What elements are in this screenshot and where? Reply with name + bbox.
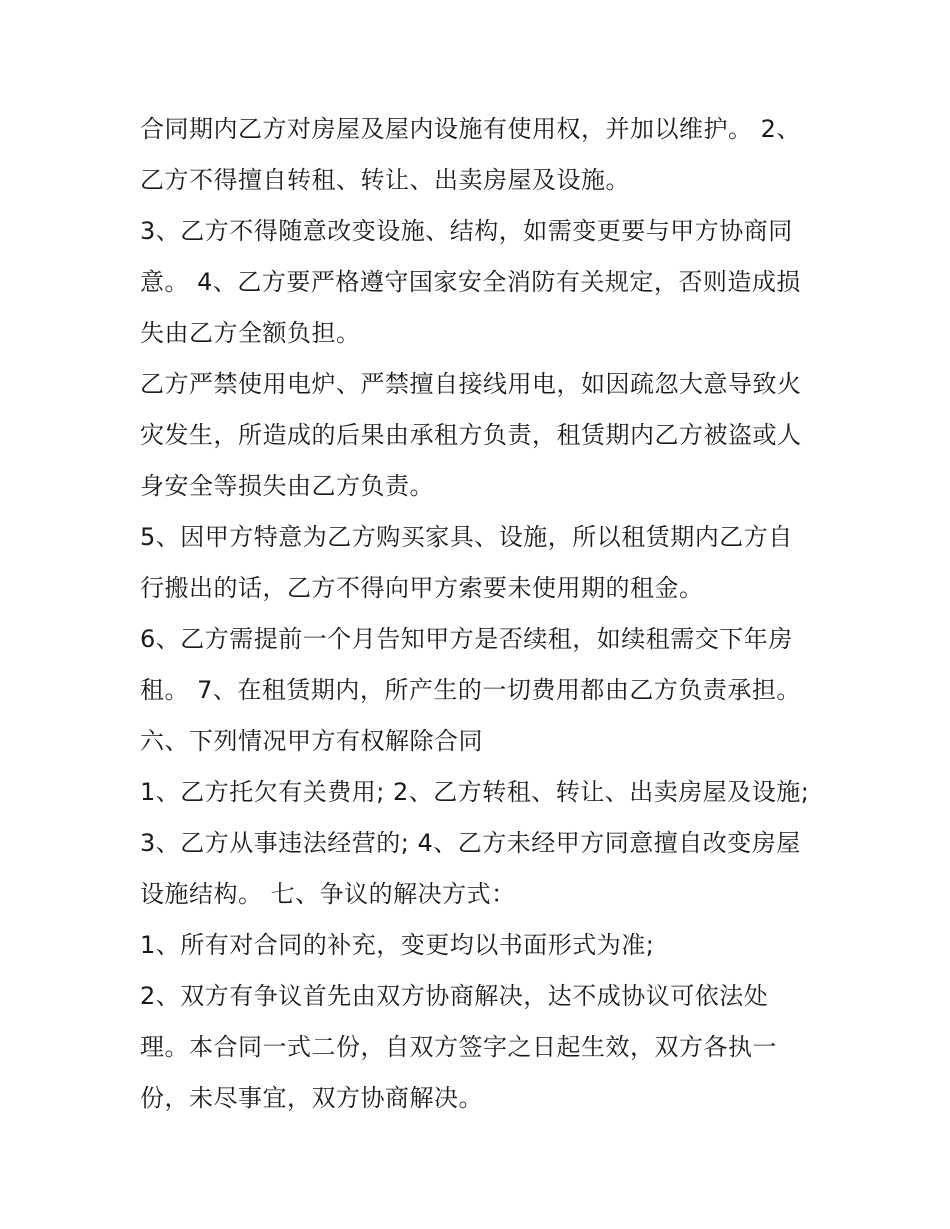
text-line: 1、乙方托欠有关费用; 2、乙方转租、转让、出卖房屋及设施; xyxy=(140,778,810,806)
text-line: 乙方不得擅自转租、转让、出卖房屋及设施。 xyxy=(140,166,630,194)
text-line: 2、双方有争议首先由双方协商解决，达不成协议可依法处 xyxy=(140,982,769,1010)
section-heading: 六、下列情况甲方有权解除合同 xyxy=(140,727,483,755)
text-line: 租。 7、在租赁期内，所产生的一切费用都由乙方负责承担。 xyxy=(140,676,801,704)
text-line: 1、所有对合同的补充，变更均以书面形式为准; xyxy=(140,931,655,959)
text-line: 份，未尽事宜，双方协商解决。 xyxy=(140,1084,483,1112)
text-line: 意。 4、乙方要严格遵守国家安全消防有关规定，否则造成损 xyxy=(140,268,801,296)
text-line: 5、因甲方特意为乙方购买家具、设施，所以租赁期内乙方自 xyxy=(140,523,793,551)
text-line: 3、乙方不得随意改变设施、结构，如需变更要与甲方协商同 xyxy=(140,217,793,245)
text-line: 理。本合同一式二份，自双方签字之日起生效，双方各执一 xyxy=(140,1033,777,1061)
text-line: 灾发生，所造成的后果由承租方负责，租赁期内乙方被盗或人 xyxy=(140,421,802,449)
text-line: 合同期内乙方对房屋及屋内设施有使用权，并加以维护。 2、 xyxy=(140,115,801,143)
text-line: 失由乙方全额负担。 xyxy=(140,319,361,347)
document-body xyxy=(140,104,830,1124)
text-line: 行搬出的话，乙方不得向甲方索要未使用期的租金。 xyxy=(140,574,704,602)
text-line: 6、乙方需提前一个月告知甲方是否续租，如续租需交下年房 xyxy=(140,625,793,653)
text-line: 3、乙方从事违法经营的; 4、乙方未经甲方同意擅自改变房屋 xyxy=(140,829,801,857)
text-line: 身安全等损失由乙方负责。 xyxy=(140,472,434,500)
text-line: 设施结构。 七、争议的解决方式： xyxy=(140,880,516,908)
text-line: 乙方严禁使用电炉、严禁擅自接线用电，如因疏忽大意导致火 xyxy=(140,370,802,398)
